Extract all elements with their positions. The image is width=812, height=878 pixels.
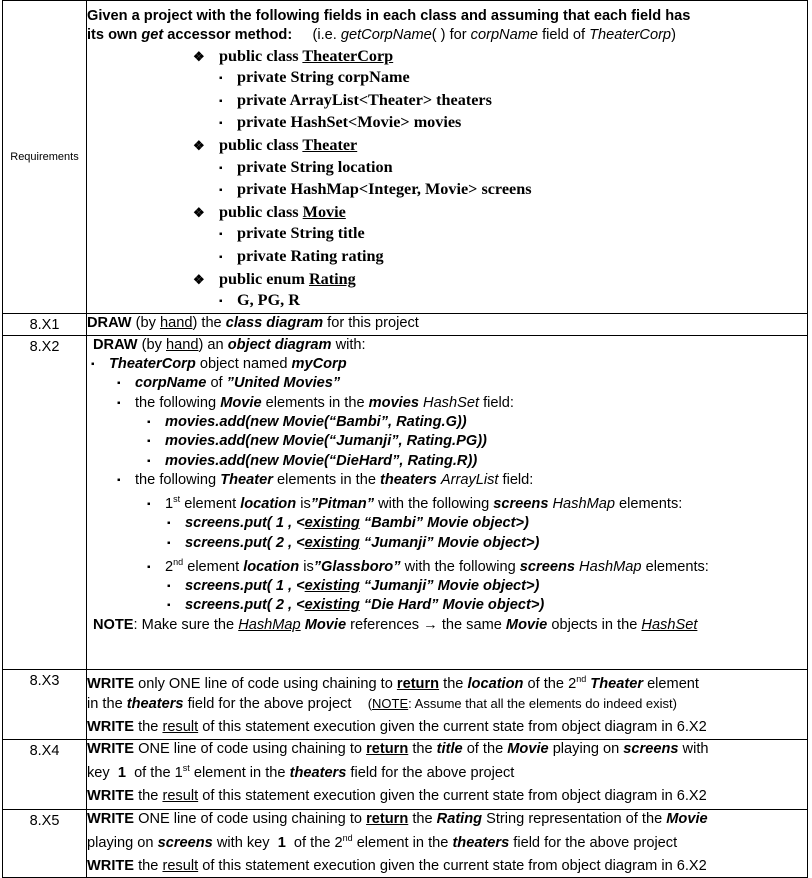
bullet-icon: ▪ [91, 359, 95, 371]
row-8x5 [3, 809, 808, 877]
label-8x2: 8.X2 [29, 338, 60, 355]
field-text: private HashMap<Integer, Movie> screens [237, 180, 532, 199]
arrow-icon: → [423, 616, 438, 633]
class-name: Theater [302, 135, 358, 154]
field-declaration [193, 246, 807, 269]
square-bullet-icon: ▪ [219, 229, 223, 241]
code-text: movies.add(new Movie(“Jumanji”, Rating.PG)) [165, 433, 487, 450]
label-cell-8x3 [3, 669, 87, 739]
code-text: movies.add(new Movie(“DieHard”, Rating.R)) [165, 452, 478, 469]
result-8x4: WRITE the result of this statement execution given the current state from object diagram in 6.X2 [87, 788, 707, 805]
field-declaration [193, 179, 807, 202]
bullet-icon: ▪ [167, 600, 171, 612]
field-declaration [193, 157, 807, 180]
class-list [87, 46, 807, 313]
ordinal-suffix: nd [173, 556, 184, 567]
row-8x4 [3, 739, 808, 809]
existing-word: existing [304, 515, 360, 532]
content-8x5 [87, 809, 808, 877]
theaters-line: ▪ the following Theater elements in the theaters ArrayList field: [91, 471, 807, 490]
field-declaration [193, 290, 807, 313]
element-word: element [187, 558, 244, 575]
field-text: private String location [237, 157, 393, 176]
location-value: ”Pitman” [310, 495, 374, 512]
existing-word: existing [304, 534, 360, 551]
requirements-label: Requirements [10, 150, 79, 163]
task-8x5-line2: playing on screens with key 1 of the 2nd element in the theaters field for the above project [87, 833, 678, 851]
movie-add-statement [147, 452, 807, 471]
square-bullet-icon: ▪ [219, 95, 223, 107]
field-text: private String title [237, 224, 365, 243]
screens-put-statement [147, 514, 807, 533]
screens-put-statement [147, 534, 807, 553]
code-post: “Jumanji” Movie object>) [359, 534, 540, 551]
field-text: private Rating rating [237, 246, 384, 265]
bullet-icon: ▪ [167, 518, 171, 530]
field-text: private String corpName [237, 68, 410, 87]
bullet-icon: ▪ [117, 397, 121, 409]
label-cell-8x1 [3, 313, 87, 335]
task-8x3-line1: WRITE only ONE line of code using chaining to return the location of the 2nd Theater element [87, 673, 699, 692]
label-8x4: 8.X4 [29, 742, 60, 759]
field-declaration [193, 112, 807, 135]
label-cell-8x2 [3, 335, 87, 669]
code-pre: screens.put( 1 , < [185, 515, 305, 532]
label-cell-8x4 [3, 739, 87, 809]
code-pre: screens.put( 2 , < [185, 534, 305, 551]
movie-add-statement [147, 413, 807, 432]
class-name: Movie [302, 202, 346, 221]
square-bullet-icon: ▪ [219, 185, 223, 197]
class-declaration [193, 202, 807, 224]
content-8x4 [87, 739, 808, 809]
code-post: “Jumanji” Movie object>) [359, 578, 540, 594]
existing-word: existing [304, 597, 360, 614]
bullet-icon: ▪ [147, 436, 151, 448]
code-text: movies.add(new Movie(“Bambi”, Rating.G)) [165, 413, 467, 430]
task-8x2: DRAW (by hand) an object diagram with: [93, 336, 366, 353]
class-keyword: public class [219, 202, 303, 221]
label-8x1: 8.X1 [29, 316, 60, 333]
bullet-icon: ▪ [147, 561, 151, 573]
note-line: NOTE: Make sure the HashMap Movie references → the same Movie objects in the HashSet [93, 616, 698, 633]
screens-label: screens [519, 558, 575, 575]
elements-word: elements: [645, 558, 709, 575]
is-word: is [303, 558, 314, 575]
class-name: Rating [308, 269, 356, 288]
field-text: private ArrayList<Theater> theaters [237, 90, 492, 109]
corpname-line: ▪ corpName of ”United Movies” [91, 374, 807, 393]
class-declaration [193, 135, 807, 157]
code-pre: screens.put( 2 , < [185, 597, 305, 614]
requirements-label-cell [3, 1, 87, 314]
task-8x4-line2: key 1 of the 1st element in the theaters field for the above project [87, 763, 515, 781]
existing-word: existing [304, 578, 360, 594]
intro-line-2: its own get accessor method: (i.e. getCorpName( ) for corpName field of TheaterCorp) [87, 27, 676, 44]
assignment-table [2, 0, 808, 878]
label-8x5: 8.X5 [29, 812, 60, 829]
square-bullet-icon: ▪ [219, 296, 223, 308]
is-word: is [300, 495, 311, 512]
movies-line: ▪ the following Movie elements in the movies HashSet field: [91, 394, 807, 413]
square-bullet-icon: ▪ [219, 118, 223, 130]
class-declaration [193, 46, 807, 68]
requirements-content [87, 1, 808, 314]
bullet-icon: ▪ [117, 378, 121, 390]
intro-line-1: Given a project with the following fields in each class and assuming that each field has [87, 8, 691, 24]
movie-add-list [91, 413, 807, 471]
task-8x1: DRAW (by hand) the class diagram for this project [87, 314, 419, 331]
ordinal: 2 [165, 558, 174, 575]
content-8x3 [87, 669, 808, 739]
code-post: “Bambi” Movie object>) [359, 515, 529, 532]
elements-word: elements: [619, 495, 683, 512]
bullet-icon: ▪ [117, 474, 121, 486]
label-cell-8x5 [3, 809, 87, 877]
field-text: G, PG, R [237, 291, 300, 310]
screens-put-statement [147, 596, 807, 615]
row-8x3 [3, 669, 808, 739]
diamond-bullet-icon: ❖ [193, 137, 205, 153]
code-pre: screens.put( 1 , < [185, 578, 305, 594]
bullet-icon: ▪ [147, 498, 151, 510]
screens-put-statement [147, 577, 807, 596]
result-8x3: WRITE the result of this statement execution given the current state from object diagram in 6.X2 [87, 719, 707, 736]
requirements-row [3, 1, 808, 314]
theater-element-line [147, 490, 807, 514]
field-declaration [193, 67, 807, 90]
ordinal-suffix: st [173, 494, 181, 505]
diamond-bullet-icon: ❖ [193, 48, 205, 64]
field-declaration [193, 90, 807, 113]
corp-object-line: ▪ TheaterCorp object named myCorp [91, 355, 807, 374]
theater-list [91, 490, 807, 616]
label-8x3: 8.X3 [29, 672, 60, 689]
class-keyword: public enum [219, 269, 309, 288]
square-bullet-icon: ▪ [219, 162, 223, 174]
result-8x5: WRITE the result of this statement execution given the current state from object diagram in 6.X2 [87, 858, 707, 875]
ordinal: 1 [165, 495, 174, 512]
location-value: ”Glassboro” [313, 558, 401, 575]
diamond-bullet-icon: ❖ [193, 271, 205, 287]
row-8x1 [3, 313, 808, 335]
square-bullet-icon: ▪ [219, 73, 223, 85]
screens-label: screens [493, 495, 549, 512]
row-8x2 [3, 335, 808, 669]
map-type: HashMap [579, 558, 642, 575]
class-name: TheaterCorp [302, 46, 394, 65]
bullet-icon: ▪ [147, 416, 151, 428]
task-8x3-line2: in the theaters field for the above project (NOTE: Assume that all the elements do indeed exist) [87, 695, 677, 712]
diamond-bullet-icon: ❖ [193, 204, 205, 220]
map-type: HashMap [552, 495, 615, 512]
class-keyword: public class [219, 46, 303, 65]
task-8x5-line1: WRITE ONE line of code using chaining to return the Rating String representation of the Movie [87, 810, 708, 827]
with-text: with the following [404, 558, 520, 575]
element-word: element [184, 495, 241, 512]
bullet-icon: ▪ [147, 455, 151, 467]
class-keyword: public class [219, 135, 303, 154]
field-text: private HashSet<Movie> movies [237, 113, 462, 132]
bullet-icon: ▪ [167, 537, 171, 549]
square-bullet-icon: ▪ [219, 251, 223, 263]
location-label: location [243, 558, 300, 575]
content-8x2 [87, 335, 808, 669]
code-post: “Die Hard” Movie object>) [359, 597, 545, 614]
with-text: with the following [378, 495, 494, 512]
content-8x1 [87, 313, 808, 335]
bullet-icon: ▪ [167, 581, 171, 592]
location-label: location [240, 495, 297, 512]
movie-add-statement [147, 432, 807, 451]
class-declaration [193, 269, 807, 291]
theater-element-line [147, 553, 807, 577]
task-8x4-line1: WRITE ONE line of code using chaining to return the title of the Movie playing on screens with [87, 740, 709, 757]
field-declaration [193, 223, 807, 246]
